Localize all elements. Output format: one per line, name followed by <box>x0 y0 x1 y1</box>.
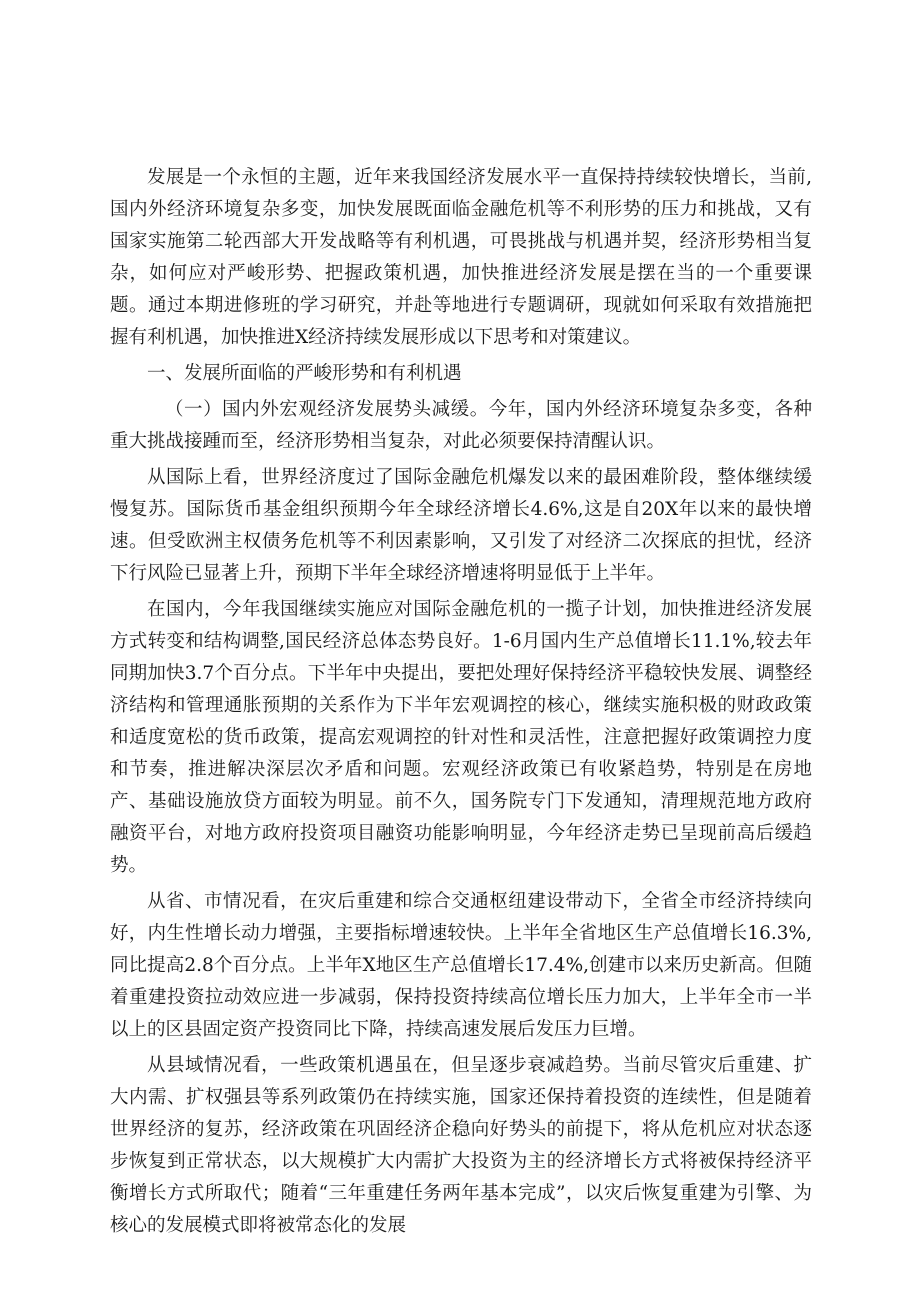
paragraph-domestic: 在国内，今年我国继续实施应对国际金融危机的一揽子计划，加快推进经济发展方式转变和结构调整,国民经济总体态势良好。1-6月国内生产总值增长11.1%,较去年同期加快3.7个百分点。下半年中央提出，要把处理好保持经济平稳较快发展、调整经济结构和管理通胀预期的关系作为下半年宏观调控的核心，继续实施积极的财政政策和适度宽松的货币政策，提高宏观调控的针对性和灵活性，注意把握好政策调控力度和节奏，推进解决深层次矛盾和问题。宏观经济政策已有收紧趋势，特别是在房地产、基础设施放贷方面较为明显。前不久，国务院专门下发通知，清理规范地方政府融资平台，对地方政府投资项目融资功能影响明显，今年经济走势已呈现前高后缓趋势。 <box>110 599 812 876</box>
intro-paragraph: 发展是一个永恒的主题，近年来我国经济发展水平一直保持持续较快增长，当前,国内外经济环境复杂多变，加快发展既面临金融危机等不利形势的压力和挑战，又有国家实施第二轮西部大开发战略等有利机遇，可畏挑战与机遇并契，经济形势相当复杂，如何应对严峻形势、把握政策机遇，加快推进经济发展是摆在当的一个重要课题。通过本期进修班的学习研究，并赴等地进行专题调研，现就如何采取有效措施把握有利机遇，加快推进X经济持续发展形成以下思考和对策建议。 <box>110 167 812 348</box>
section-heading-1: 一、发展所面临的严峻形势和有利机遇 <box>147 363 462 384</box>
subsection-heading-1: （一）国内外宏观经济发展势头减缓。今年，国内外经济环境复杂多变，各种重大挑战接踵而至，经济形势相当复杂，对此必须要保持清醒认识。 <box>110 399 812 452</box>
paragraph-county: 从县域情况看，一些政策机遇虽在，但呈逐步衰减趋势。当前尽管灾后重建、扩大内需、扩权强县等系列政策仍在持续实施，国家还保持着投资的连续性，但是随着世界经济的复苏，经济政策在巩固经济企稳向好势头的前提下，将从危机应对状态逐步恢复到正常状态，以大规模扩大内需扩大投资为主的经济增长方式将被保持经济平衡增长方式所取代；随着“三年重建任务两年基本完成”，以灾后恢复重建为引擎、为核心的发展模式即将被常态化的发展 <box>110 1055 812 1236</box>
paragraph-province-city: 从省、市情况看，在灾后重建和综合交通枢纽建设带动下，全省全市经济持续向好，内生性增长动力增强，主要指标增速较快。上半年全省地区生产总值增长16.3%,同比提高2.8个百分点。上半年X地区生产总值增长17.4%,创建市以来历史新高。但随着重建投资拉动效应进一步减弱，保持投资持续高位增长压力加大，上半年全市一半以上的区县固定资产投资同比下降，持续高速发展后发压力巨增。 <box>110 891 812 1040</box>
paragraph-international: 从国际上看，世界经济度过了国际金融危机爆发以来的最困难阶段，整体继续缓慢复苏。国际货币基金组织预期今年全球经济增长4.6%,这是自20X年以来的最快增速。但受欧洲主权债务危机等不利因素影响，又引发了对经济二次探底的担忧，经济下行风险已显著上升，预期下半年全球经济增速将明显低于上半年。 <box>110 467 812 584</box>
document-body <box>110 162 812 1246</box>
